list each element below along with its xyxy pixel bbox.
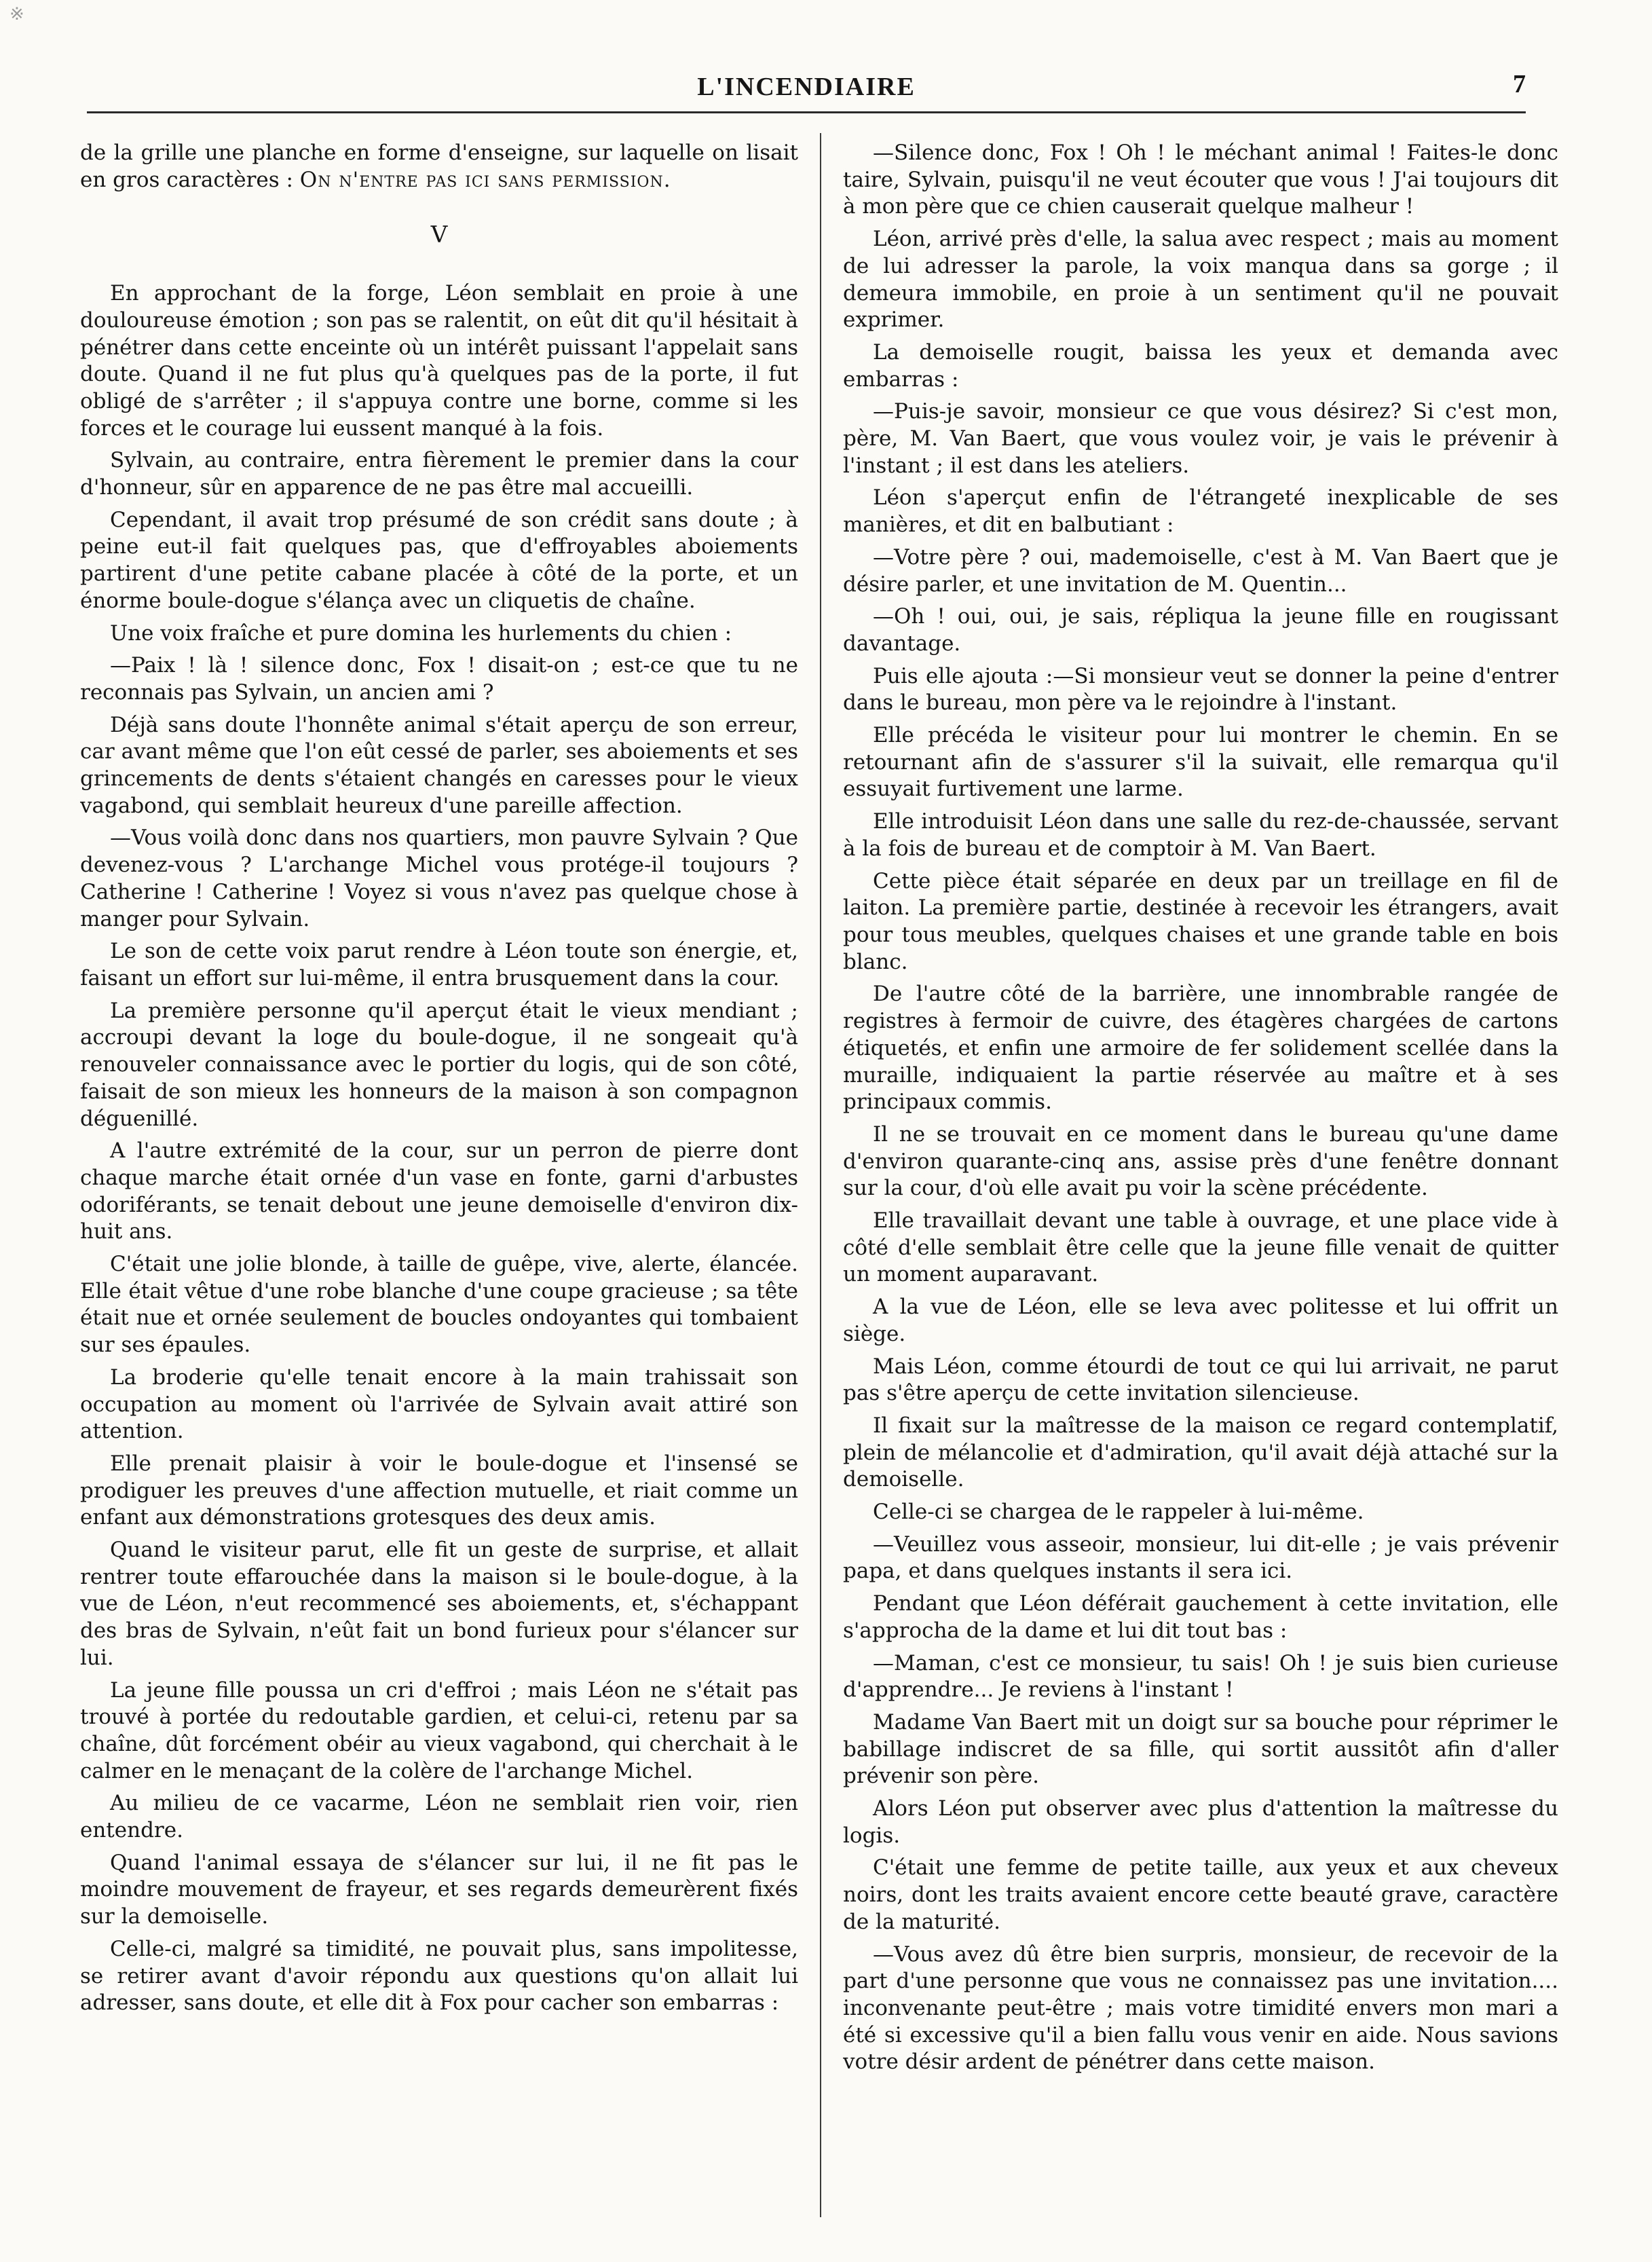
right-column	[843, 140, 1558, 2210]
paragraph: La première personne qu'il aperçut était le vieux mendiant ; accroupi devant la loge du boule-dogue, il ne songeait qu'à renouveler connaissance avec le portier du logis, qui de son côté, faisait de son mieux les honneurs de la maison à son compagnon déguenillé.	[80, 998, 798, 1131]
sign-text: On n'entre pas ici sans permission.	[299, 167, 671, 192]
header-rule	[87, 111, 1526, 113]
library-stamp-mark: ※	[10, 4, 24, 24]
running-title: L'INCENDIAIRE	[697, 73, 916, 101]
paragraph: Quand l'animal essaya de s'élancer sur lui, il ne fit pas le moindre mouvement de frayeur, et ses regards demeurèrent fixés sur la demoiselle.	[80, 1850, 798, 1929]
paragraph: Sylvain, au contraire, entra fièrement le premier dans la cour d'honneur, sûr en apparence de ne pas être mal accueilli.	[80, 448, 798, 500]
paragraph: En approchant de la forge, Léon semblait en proie à une douloureuse émotion ; son pas se ralentit, on eût dit qu'il hésitait à pénétrer dans cette enceinte où un intérêt puissant l'appelait sans doute. Quand il ne fut plus qu'à quelques pas de la porte, il fut obligé de s'arrêter ; il s'appuya contre une borne, comme si les forces et le courage lui eussent manqué à la fois.	[80, 281, 798, 441]
paragraph: Le son de cette voix parut rendre à Léon toute son énergie, et, faisant un effort sur lui-même, il entra brusquement dans la cour.	[80, 939, 798, 990]
paragraph: Alors Léon put observer avec plus d'attention la maîtresse du logis.	[843, 1796, 1558, 1848]
paragraph-text: de la grille une planche en forme d'enseigne, sur laquelle on lisait en gros caractères :	[80, 141, 798, 192]
paragraph: Elle introduisit Léon dans une salle du rez-de-chaussée, servant à la fois de bureau et de comptoir à M. Van Baert.	[843, 809, 1558, 861]
paragraph: —Vous voilà donc dans nos quartiers, mon pauvre Sylvain ? Que devenez-vous ? L'archange Michel vous protége-il toujours ? Catherine ! Catherine ! Voyez si vous n'avez pas quelque chose à manger pour Sylvain.	[80, 826, 798, 931]
column-divider	[820, 133, 821, 2217]
paragraph: De l'autre côté de la barrière, une innombrable rangée de registres à fermoir de cuivre, des étagères chargées de cartons étiquetés, et enfin une armoire de fer solidement scellée dans la muraille, indiquaient la partie réservée au maître et à ses principaux commis.	[843, 982, 1558, 1115]
paragraph: Léon, arrivé près d'elle, la salua avec respect ; mais au moment de lui adresser la parole, la voix manqua dans sa gorge ; il demeura immobile, en proie à un sentiment qu'il ne pouvait exprimer.	[843, 227, 1558, 333]
paragraph: Madame Van Baert mit un doigt sur sa bouche pour réprimer le babillage indiscret de sa fille, qui sortit aussitôt afin d'aller prévenir son père.	[843, 1709, 1558, 1789]
paragraph: Au milieu de ce vacarme, Léon ne semblait rien voir, rien entendre.	[80, 1791, 798, 1843]
paragraph: Mais Léon, comme étourdi de tout ce qui lui arrivait, ne parut pas s'être aperçu de cette invitation silencieuse.	[843, 1354, 1558, 1406]
paragraph: Celle-ci, malgré sa timidité, ne pouvait plus, sans impolitesse, se retirer avant d'avoir répondu aux questions qu'on allait lui adresser, sans doute, et elle dit à Fox pour cacher son embarras :	[80, 1936, 798, 2016]
chapter-heading: V	[430, 221, 448, 249]
paragraph	[80, 140, 798, 193]
paragraph: Cependant, il avait trop présumé de son crédit sans doute ; à peine eut-il fait quelques pas, que d'effroyables aboiements partirent d'une petite cabane placée à côté de la porte, et un énorme boule-dogue s'élança avec un cliquetis de chaîne.	[80, 507, 798, 613]
page-number: 7	[1513, 70, 1526, 98]
paragraph: Pendant que Léon déférait gauchement à cette invitation, elle s'approcha de la dame et lui dit tout bas :	[843, 1591, 1558, 1643]
paragraph: —Puis-je savoir, monsieur ce que vous désirez? Si c'est mon, père, M. Van Baert, que vous voulez voir, je vais le prévenir à l'instant ; il est dans les ateliers.	[843, 399, 1558, 478]
paragraph: Une voix fraîche et pure domina les hurlements du chien :	[110, 620, 732, 646]
left-column	[80, 140, 798, 2210]
paragraph: A l'autre extrémité de la cour, sur un perron de pierre dont chaque marche était ornée d'un vase en fonte, garni d'arbustes odoriférants, se tenait debout une jeune demoiselle d'environ dix-huit ans.	[80, 1138, 798, 1244]
paragraph: C'était une femme de petite taille, aux yeux et aux cheveux noirs, dont les traits avaient encore cette beauté grave, caractère de la maturité.	[843, 1855, 1558, 1934]
paragraph: La broderie qu'elle tenait encore à la main trahissait son occupation au moment où l'arrivée de Sylvain avait attiré son attention.	[80, 1365, 798, 1444]
paragraph: Celle-ci se chargea de le rappeler à lui-même.	[873, 1500, 1364, 1525]
paragraph: —Silence donc, Fox ! Oh ! le méchant animal ! Faites-le donc taire, Sylvain, puisqu'il ne veut écouter que vous ! J'ai toujours dit à mon père que ce chien causerait quelque malheur !	[843, 141, 1558, 219]
paragraph: Léon s'aperçut enfin de l'étrangeté inexplicable de ses manières, et dit en balbutiant :	[843, 485, 1558, 538]
paragraph: —Maman, c'est ce monsieur, tu sais! Oh ! je suis bien curieuse d'apprendre... Je reviens à l'instant !	[843, 1650, 1558, 1703]
paragraph: Déjà sans doute l'honnête animal s'était aperçu de son erreur, car avant même que l'on eût cessé de parler, ses aboiements et ses grincements de dents s'étaient changés en caresses pour le vieux vagabond, qui semblait heureux d'une pareille affection.	[80, 712, 798, 818]
paragraph: —Votre père ? oui, mademoiselle, c'est à M. Van Baert que je désire parler, et une invitation de M. Quentin...	[843, 544, 1558, 597]
paragraph: C'était une jolie blonde, à taille de guêpe, vive, alerte, élancée. Elle était vêtue d'une robe blanche d'une coupe gracieuse ; sa tête était nue et ornée seulement de boucles ondoyantes qui tombaient sur ses épaules.	[80, 1252, 798, 1358]
paragraph: Cette pièce était séparée en deux par un treillage en fil de laiton. La première partie, destinée à recevoir les étrangers, avait pour tous meubles, quelques chaises et une grande table en bois blanc.	[843, 868, 1558, 974]
paragraph: Elle précéda le visiteur pour lui montrer le chemin. En se retournant afin de s'assurer s'il la suivait, elle remarqua qu'il essuyait furtivement une larme.	[843, 723, 1558, 802]
paragraph: —Paix ! là ! silence donc, Fox ! disait-on ; est-ce que tu ne reconnais pas Sylvain, un ancien ami ?	[80, 653, 798, 705]
paragraph: —Oh ! oui, oui, je sais, répliqua la jeune fille en rougissant davantage.	[843, 604, 1558, 656]
paragraph: —Vous avez dû être bien surpris, monsieur, de recevoir de la part d'une personne que vous ne connaissez pas une invitation.... inconvenante peut-être ; mais votre timidité envers mon mari a été si excessive qu'il a bien fallu vous venir en aide. Nous savions votre désir ardent de pénétrer dans cette maison.	[843, 1942, 1558, 2075]
paragraph: Quand le visiteur parut, elle fit un geste de surprise, et allait rentrer toute effarouchée dans la maison si le boule-dogue, à la vue de Léon, n'eut recommencé ses aboiements, et, s'échappant des bras de Sylvain, n'eût fait un bond furieux pour s'élancer sur lui.	[80, 1538, 798, 1670]
paragraph: —Veuillez vous asseoir, monsieur, lui dit-elle ; je vais prévenir papa, et dans quelques instants il sera ici.	[843, 1532, 1558, 1584]
paragraph: Elle prenait plaisir à voir le boule-dogue et l'insensé se prodiguer les preuves d'une affection mutuelle, et riait comme un enfant aux démonstrations grotesques des deux amis.	[80, 1451, 798, 1530]
paragraph: Il fixait sur la maîtresse de la maison ce regard contemplatif, plein de mélancolie et d'admiration, qu'il avait déjà attaché sur la demoiselle.	[843, 1413, 1558, 1492]
paragraph: Puis elle ajouta :—Si monsieur veut se donner la peine d'entrer dans le bureau, mon père va le rejoindre à l'instant.	[843, 663, 1558, 716]
paragraph: Il ne se trouvait en ce moment dans le bureau qu'une dame d'environ quarante-cinq ans, assise près d'une fenêtre donnant sur la cour, d'où elle avait pu voir la scène précédente.	[843, 1121, 1558, 1201]
paragraph: A la vue de Léon, elle se leva avec politesse et lui offrit un siège.	[843, 1295, 1558, 1346]
paragraph: La demoiselle rougit, baissa les yeux et demanda avec embarras :	[843, 339, 1558, 392]
paragraph: Elle travaillait devant une table à ouvrage, et une place vide à côté d'elle semblait être celle que la jeune fille venait de quitter un moment auparavant.	[843, 1208, 1558, 1287]
paragraph: La jeune fille poussa un cri d'effroi ; mais Léon ne s'était pas trouvé à portée du redoutable gardien, et celui-ci, retenu par sa chaîne, dût forcément obéir au vieux vagabond, qui cherchait à le calmer en le menaçant de la colère de l'archange Michel.	[80, 1677, 798, 1783]
page-header	[87, 68, 1526, 109]
